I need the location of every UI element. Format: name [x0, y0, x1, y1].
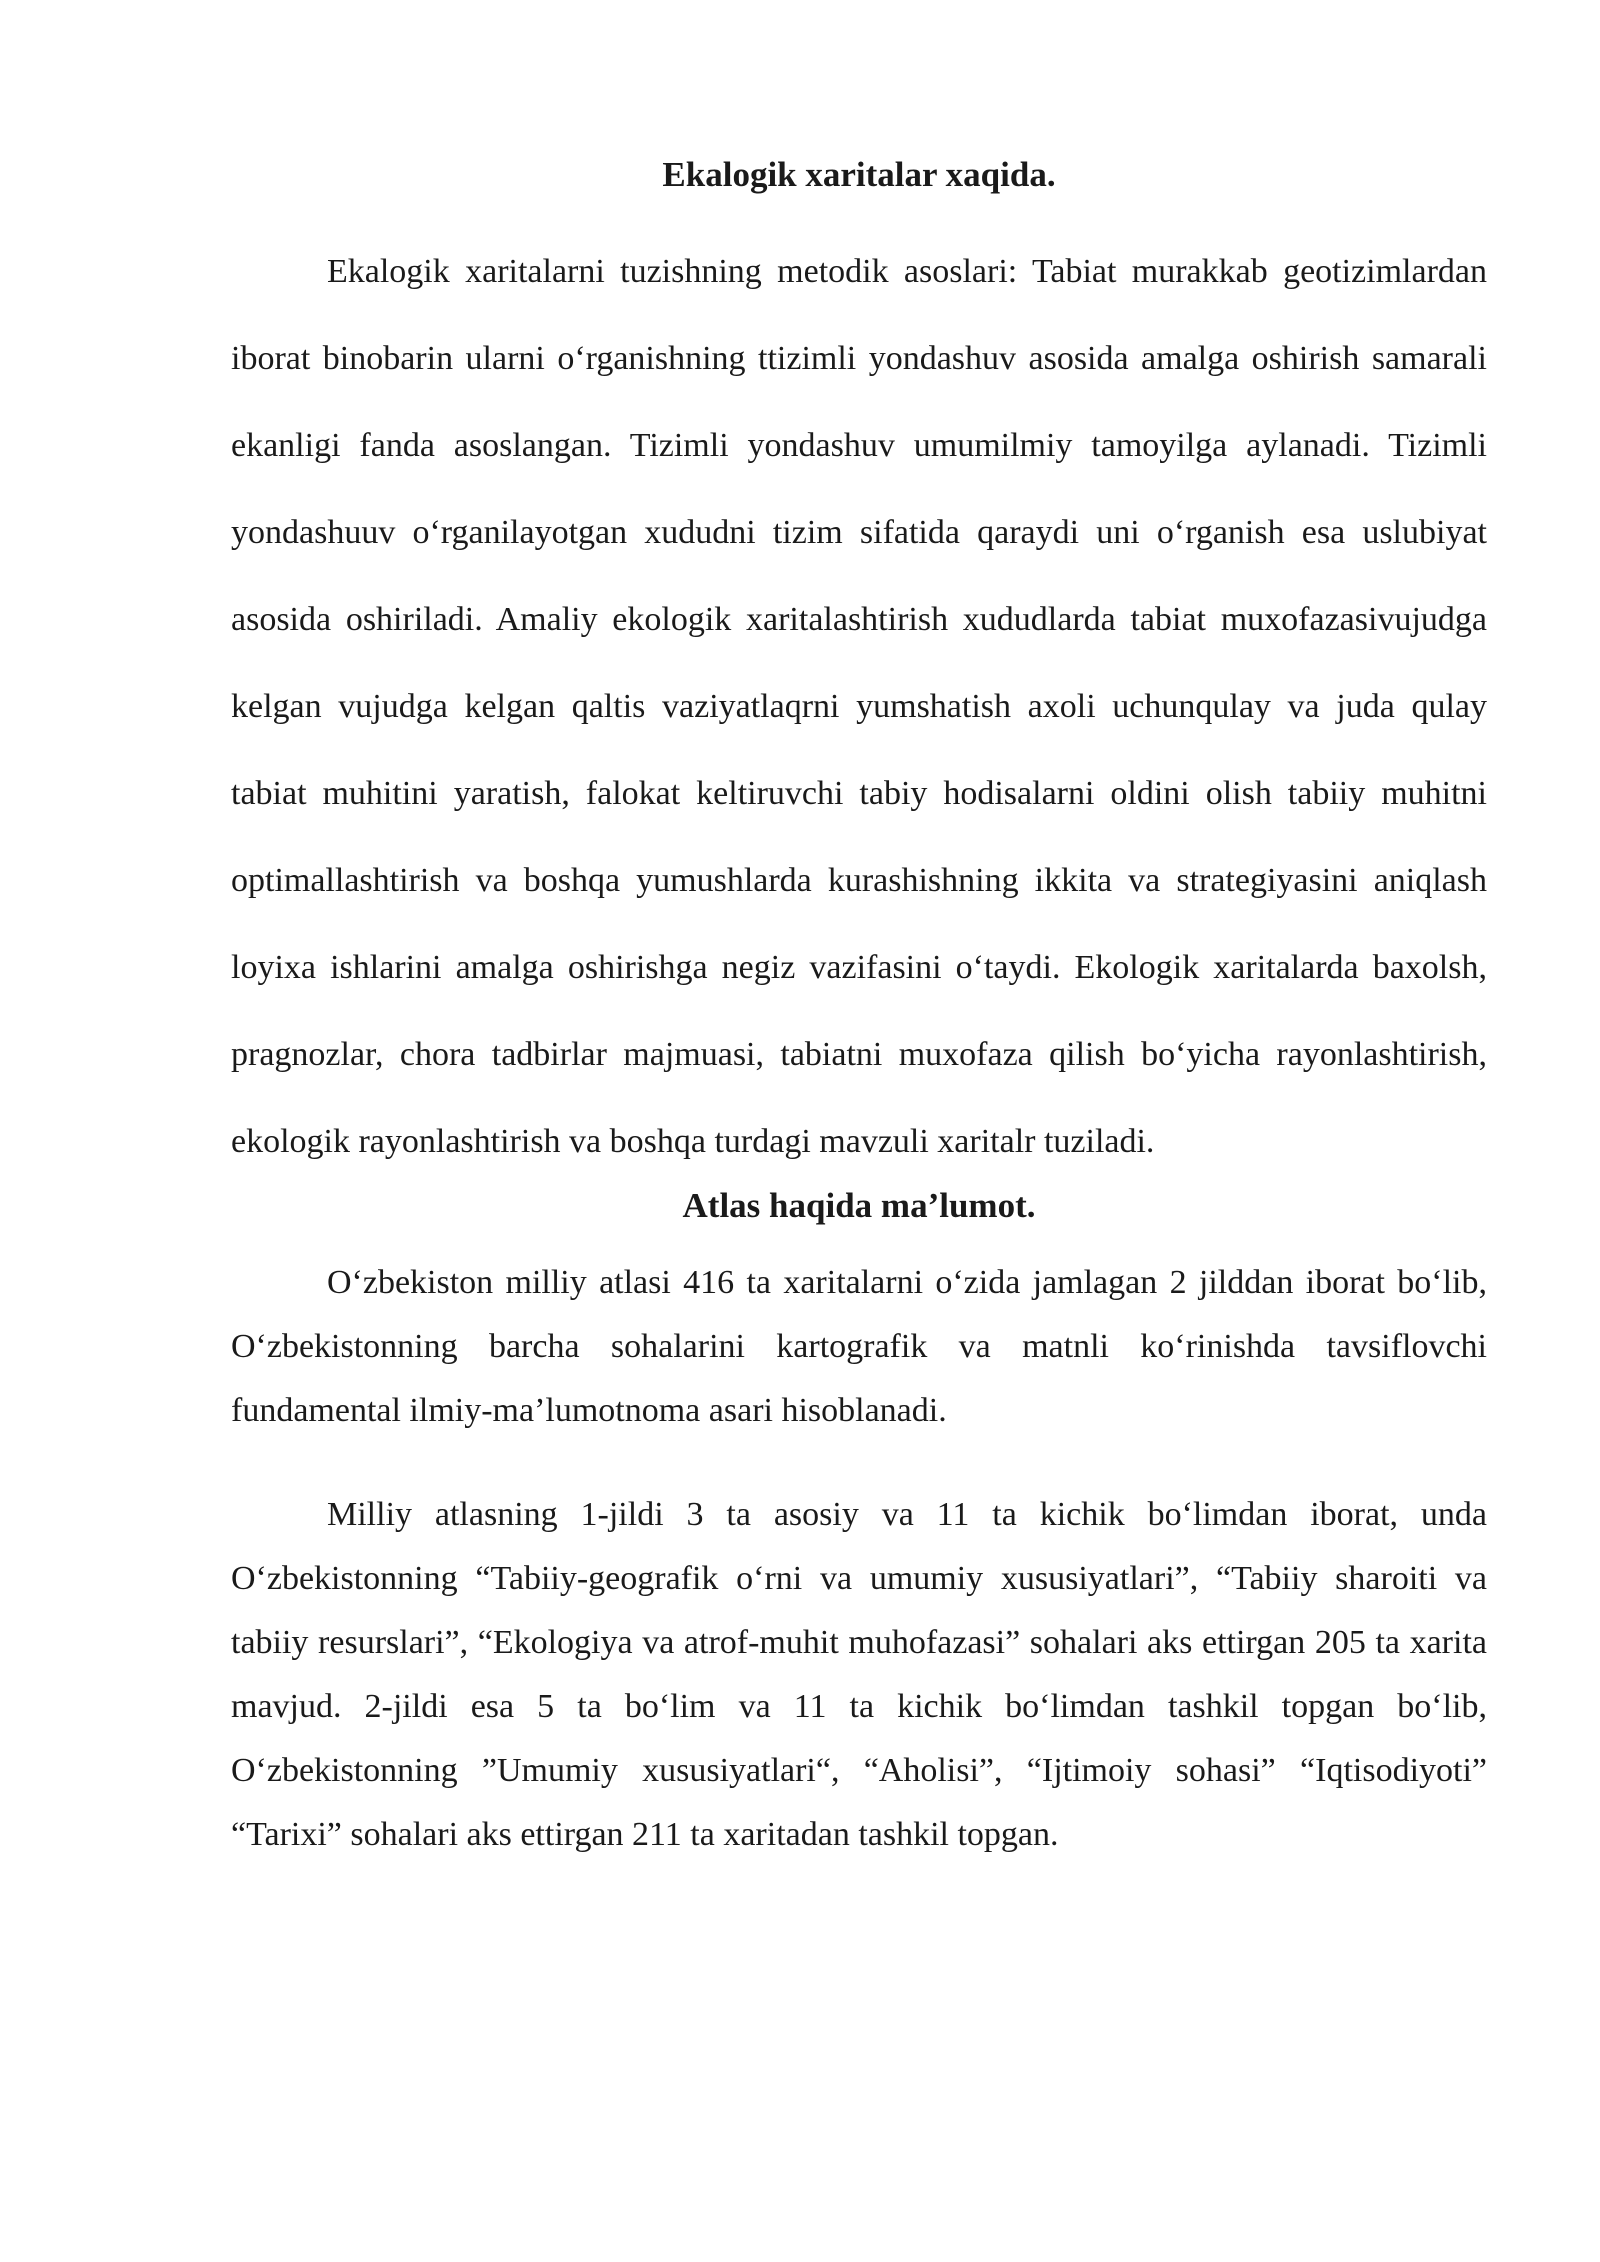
section-heading-ecological-maps: Ekalogik xaritalar xaqida. [662, 155, 1056, 194]
paragraph-ecological-maps: Ekalogik xaritalarni tuzishning metodik asoslari: Tabiat murakkab geotizimlardan iborat binobarin ularni o‘rganishning ttizimli yondashuv asosida amalga oshirish samarali ekanligi fanda asoslangan. Tizimli yondashuv umumilmiy tamoyilga aylanadi. Tizimli yondashuuv o‘rganilayotgan xududni tizim sifatida qaraydi uni o‘rganish esa uslubiyat asosida oshiriladi. Amaliy ekologik xaritalashtirish xududlarda tabiat muxofazasivujudga kelgan vujudga kelgan qaltis vaziyatlaqrni yumshatish axoli uchunqulay va juda qulay tabiat muhitini yaratish, falokat keltiruvchi tabiy hodisalarni oldini olish tabiiy muhitni optimallashtirish va boshqa yumushlarda kurashishning ikkita va strategiyasini aniqlash loyixa ishlarini amalga oshirishga negiz vazifasini o‘taydi. Ekologik xaritalarda baxolsh, pragnozlar, chora tadbirlar majmuasi, tabiatni muxofaza qilish bo‘yicha rayonlashtirish, ekologik rayonlashtirish va boshqa turdagi mavzuli xaritalr tuziladi. [231, 253, 1487, 1160]
paragraph-atlas-volumes: Milliy atlasning 1-jildi 3 ta asosiy va 11 ta kichik bo‘limdan iborat, unda O‘zbekistonning “Tabiiy-geografik o‘rni va umumiy xususiyatlari”, “Tabiiy sharoiti va tabiiy resurslari”, “Ekologiya va atrof-muhit muhofazasi” sohalari aks ettirgan 205 ta xarita mavjud. 2-jildi esa 5 ta bo‘lim va 11 ta kichik bo‘limdan tashkil topgan bo‘lib, O‘zbekistonning ”Umumiy xususiyatlari“, “Aholisi”, “Ijtimoiy sohasi” “Iqtisodiyoti” “Tarixi” sohalari aks ettirgan 211 ta xaritadan tashkil topgan. [231, 1496, 1487, 1853]
section-heading-atlas: Atlas haqida ma’lumot. [682, 1186, 1036, 1225]
page-content [231, 140, 1487, 1867]
paragraph-atlas-overview: O‘zbekiston milliy atlasi 416 ta xaritalarni o‘zida jamlagan 2 jilddan iborat bo‘lib, O‘zbekistonning barcha sohalarini kartografik va matnli ko‘rinishda tavsiflovchi fundamental ilmiy-ma’lumotnoma asari hisoblanadi. [231, 1264, 1487, 1429]
paragraph-spacer [231, 1443, 1487, 1483]
